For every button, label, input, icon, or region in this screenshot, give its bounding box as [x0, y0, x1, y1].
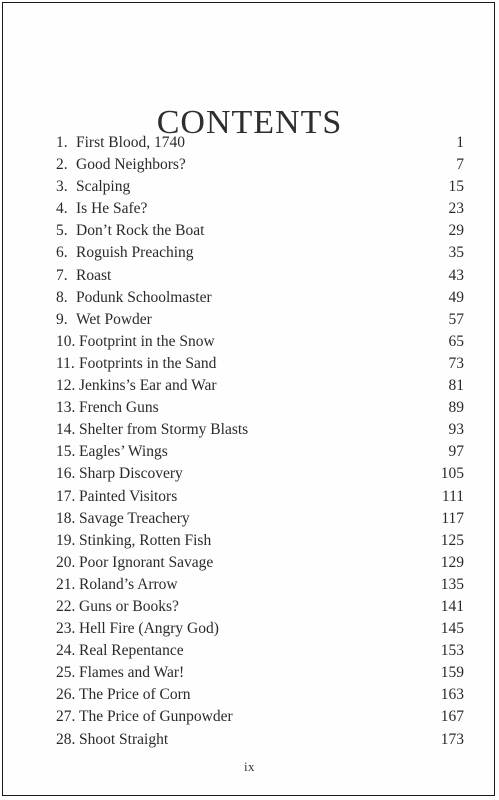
- chapter-page-number: 29: [448, 222, 464, 240]
- chapter-page-number: 141: [440, 597, 464, 615]
- chapter-number: 5.: [56, 222, 68, 240]
- toc-entry: [56, 530, 464, 552]
- chapter-number: 21.: [56, 575, 76, 593]
- toc-entry: [56, 220, 464, 242]
- chapter-title: Footprint in the Snow: [79, 332, 215, 350]
- toc-entry: [56, 706, 464, 728]
- chapter-number: 25.: [56, 664, 76, 682]
- toc-entry: [56, 596, 464, 618]
- toc-entry: [56, 353, 464, 375]
- chapter-number: 11.: [56, 354, 75, 372]
- chapter-title: Guns or Books?: [79, 597, 179, 615]
- toc-entry: [56, 640, 464, 662]
- chapter-title: Podunk Schoolmaster: [76, 288, 212, 306]
- chapter-number: 7.: [56, 266, 68, 284]
- chapter-page-number: 135: [440, 575, 464, 593]
- chapter-title: Jenkins’s Ear and War: [79, 377, 217, 395]
- toc-entry: [56, 574, 464, 596]
- chapter-title: Roast: [76, 266, 112, 284]
- chapter-title: Good Neighbors?: [76, 156, 186, 174]
- chapter-title: The Price of Gunpowder: [79, 708, 233, 726]
- chapter-number: 12.: [56, 377, 76, 395]
- chapter-number: 17.: [56, 487, 76, 505]
- chapter-page-number: 163: [440, 686, 464, 704]
- toc-entry: [56, 176, 464, 198]
- chapter-page-number: 81: [448, 377, 464, 395]
- toc-entry: [56, 441, 464, 463]
- chapter-title: Don’t Rock the Boat: [76, 222, 205, 240]
- toc-entry: [56, 154, 464, 176]
- chapter-number: 3.: [56, 178, 68, 196]
- chapter-number: 20.: [56, 553, 76, 571]
- chapter-page-number: 129: [440, 553, 464, 571]
- chapter-number: 16.: [56, 465, 76, 483]
- toc-entry: [56, 287, 464, 309]
- table-of-contents: [56, 132, 464, 751]
- chapter-title: Shelter from Stormy Blasts: [79, 421, 249, 439]
- chapter-page-number: 1: [456, 134, 464, 151]
- chapter-title: Painted Visitors: [79, 487, 178, 505]
- chapter-number: 1.: [56, 134, 68, 151]
- chapter-title: Stinking, Rotten Fish: [79, 531, 212, 549]
- chapter-title: Real Repentance: [79, 642, 184, 660]
- chapter-title: Savage Treachery: [79, 509, 190, 527]
- chapter-number: 27.: [56, 708, 76, 726]
- chapter-page-number: 159: [440, 664, 464, 682]
- page-title: CONTENTS: [156, 103, 343, 141]
- chapter-number: 14.: [56, 421, 76, 439]
- chapter-number: 23.: [56, 620, 76, 638]
- toc-entry: [56, 662, 464, 684]
- chapter-title: Wet Powder: [76, 310, 152, 328]
- chapter-page-number: 117: [441, 509, 464, 527]
- chapter-title: Hell Fire (Angry God): [79, 620, 219, 638]
- chapter-page-number: 73: [448, 354, 464, 372]
- chapter-page-number: 7: [456, 156, 464, 174]
- chapter-number: 24.: [56, 642, 76, 660]
- toc-entry: [56, 397, 464, 419]
- chapter-title: First Blood, 1740: [76, 134, 185, 151]
- chapter-page-number: 145: [440, 620, 464, 638]
- chapter-title: Shoot Straight: [79, 730, 169, 748]
- chapter-page-number: 93: [448, 421, 464, 439]
- toc-entry: [56, 242, 464, 264]
- chapter-number: 2.: [56, 156, 68, 174]
- toc-entry: [56, 132, 464, 154]
- chapter-page-number: 105: [440, 465, 464, 483]
- toc-entry: [56, 265, 464, 287]
- chapter-page-number: 35: [448, 244, 464, 262]
- chapter-number: 18.: [56, 509, 76, 527]
- chapter-number: 6.: [56, 244, 68, 262]
- chapter-page-number: 23: [448, 200, 464, 218]
- chapter-page-number: 97: [448, 443, 464, 461]
- chapter-number: 9.: [56, 310, 68, 328]
- chapter-title: Is He Safe?: [76, 200, 148, 218]
- chapter-page-number: 173: [440, 730, 464, 748]
- toc-entry: [56, 729, 464, 751]
- chapter-number: 15.: [56, 443, 76, 461]
- chapter-number: 8.: [56, 288, 68, 306]
- chapter-title: The Price of Corn: [79, 686, 191, 704]
- toc-entry: [56, 508, 464, 530]
- chapter-number: 10.: [56, 332, 76, 350]
- chapter-number: 22.: [56, 597, 76, 615]
- chapter-page-number: 167: [440, 708, 464, 726]
- chapter-number: 28.: [56, 730, 76, 748]
- chapter-title: Roland’s Arrow: [79, 575, 178, 593]
- chapter-title: Sharp Discovery: [79, 465, 183, 483]
- toc-entry: [56, 486, 464, 508]
- chapter-page-number: 153: [440, 642, 464, 660]
- toc-entry: [56, 463, 464, 485]
- chapter-number: 19.: [56, 531, 76, 549]
- toc-entry: [56, 331, 464, 353]
- page-number-folio: ix: [243, 759, 256, 774]
- chapter-page-number: 65: [448, 332, 464, 350]
- chapter-title: Flames and War!: [79, 664, 185, 682]
- toc-entry: [56, 419, 464, 441]
- toc-entry: [56, 375, 464, 397]
- toc-entry: [56, 618, 464, 640]
- chapter-page-number: 49: [448, 288, 464, 306]
- chapter-title: French Guns: [79, 399, 159, 417]
- chapter-title: Footprints in the Sand: [79, 354, 217, 372]
- toc-entry: [56, 309, 464, 331]
- toc-entry: [56, 198, 464, 220]
- chapter-page-number: 89: [448, 399, 464, 417]
- chapter-title: Scalping: [76, 178, 131, 196]
- chapter-page-number: 43: [448, 266, 464, 284]
- chapter-number: 26.: [56, 686, 76, 704]
- chapter-title: Eagles’ Wings: [79, 443, 168, 461]
- chapter-page-number: 111: [441, 487, 464, 505]
- chapter-title: Poor Ignorant Savage: [79, 553, 214, 571]
- toc-entry: [56, 684, 464, 706]
- chapter-title: Roguish Preaching: [76, 244, 194, 262]
- chapter-number: 4.: [56, 200, 68, 218]
- chapter-page-number: 125: [440, 531, 464, 549]
- chapter-page-number: 57: [448, 310, 464, 328]
- chapter-page-number: 15: [448, 178, 464, 196]
- toc-entry: [56, 552, 464, 574]
- chapter-number: 13.: [56, 399, 76, 417]
